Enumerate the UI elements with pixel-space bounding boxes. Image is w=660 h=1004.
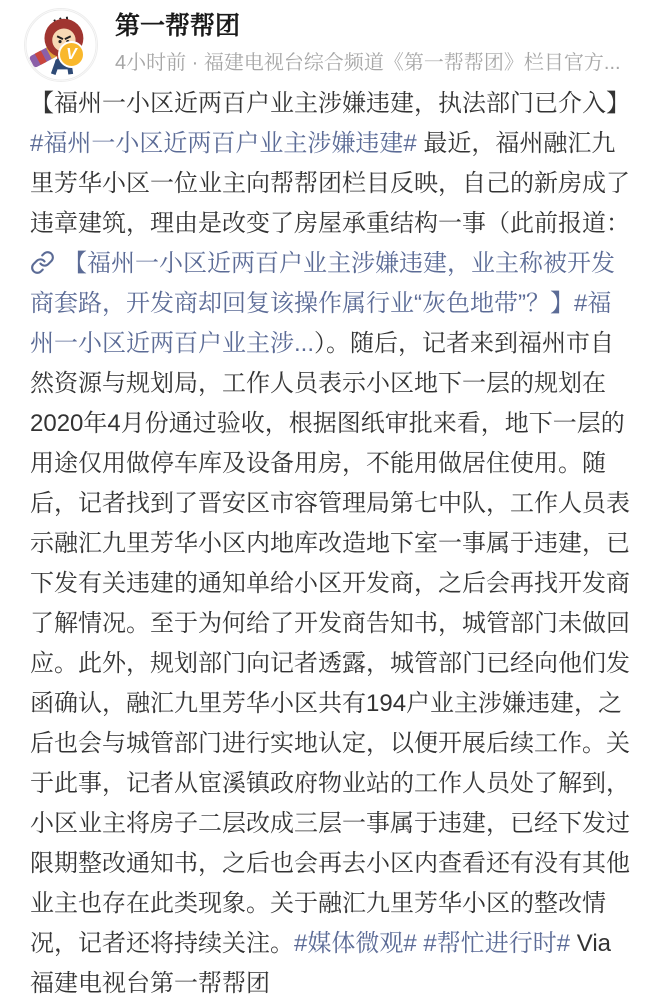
account-name[interactable]: 第一帮帮团 — [115, 12, 241, 40]
post-content — [30, 84, 630, 1004]
hashtag-link-topic[interactable]: #福州一小区近两百户业主涉嫌违建# — [30, 130, 417, 157]
link-icon — [30, 250, 55, 275]
post-title: 【福州一小区近两百户业主涉嫌违建，执法部门已介入】 — [30, 90, 630, 117]
post-via: Via 福建电视台第一帮帮团 — [30, 930, 611, 997]
post-body-1: 最近，福州融汇九里芳华小区一位业主向帮帮团栏目反映，自己的新房成了违章建筑，理由是改变了房屋承重结构一事（此前报道： — [30, 130, 630, 237]
article-link[interactable]: 【福州一小区近两百户业主涉嫌违建，业主称被开发商套路，开发商却回复该操作属行业“灰色地带”？】#福州一小区近两百户业主涉... — [30, 250, 615, 357]
hashtag-link-media[interactable]: #媒体微观# — [294, 930, 417, 957]
post-header — [0, 0, 660, 82]
post-meta: 4小时前 · 福建电视台综合频道《第一帮帮团》栏目官方... — [115, 52, 621, 75]
hashtag-link-help[interactable]: #帮忙进行时# — [423, 930, 571, 957]
verified-badge-icon: V — [58, 41, 85, 68]
avatar[interactable] — [24, 8, 98, 82]
post-body-2: ）。随后，记者来到福州市自然资源与规划局，工作人员表示小区地下一层的规划在2020年4月份通过验收，根据图纸审批来看，地下一层的用途仅用做停车库及设备用房，不能用做居住使用。随后，记者找到了晋安区市容管理局第七中队，工作人员表示融汇九里芳华小区内地库改造地下室一事属于违建，已下发有关违建的通知单给小区开发商，之后会再找开发商了解情况。至于为何给了开发商告知书，城管部门未做回应。此外，规划部门向记者透露，城管部门已经向他们发函确认，融汇九里芳华小区共有194户业主涉嫌违建，之后也会与城管部门进行实地认定，以便开展后续工作。关于此事，记者从宦溪镇政府物业站的工作人员处了解到，小区业主将房子二层改成三层一事属于违建，已经下发过限期整改通知书，之后也会再去小区内查看还有没有其他业主也存在此类现象。关于融汇九里芳华小区的整改情况，记者还将持续关注。 — [30, 330, 630, 957]
